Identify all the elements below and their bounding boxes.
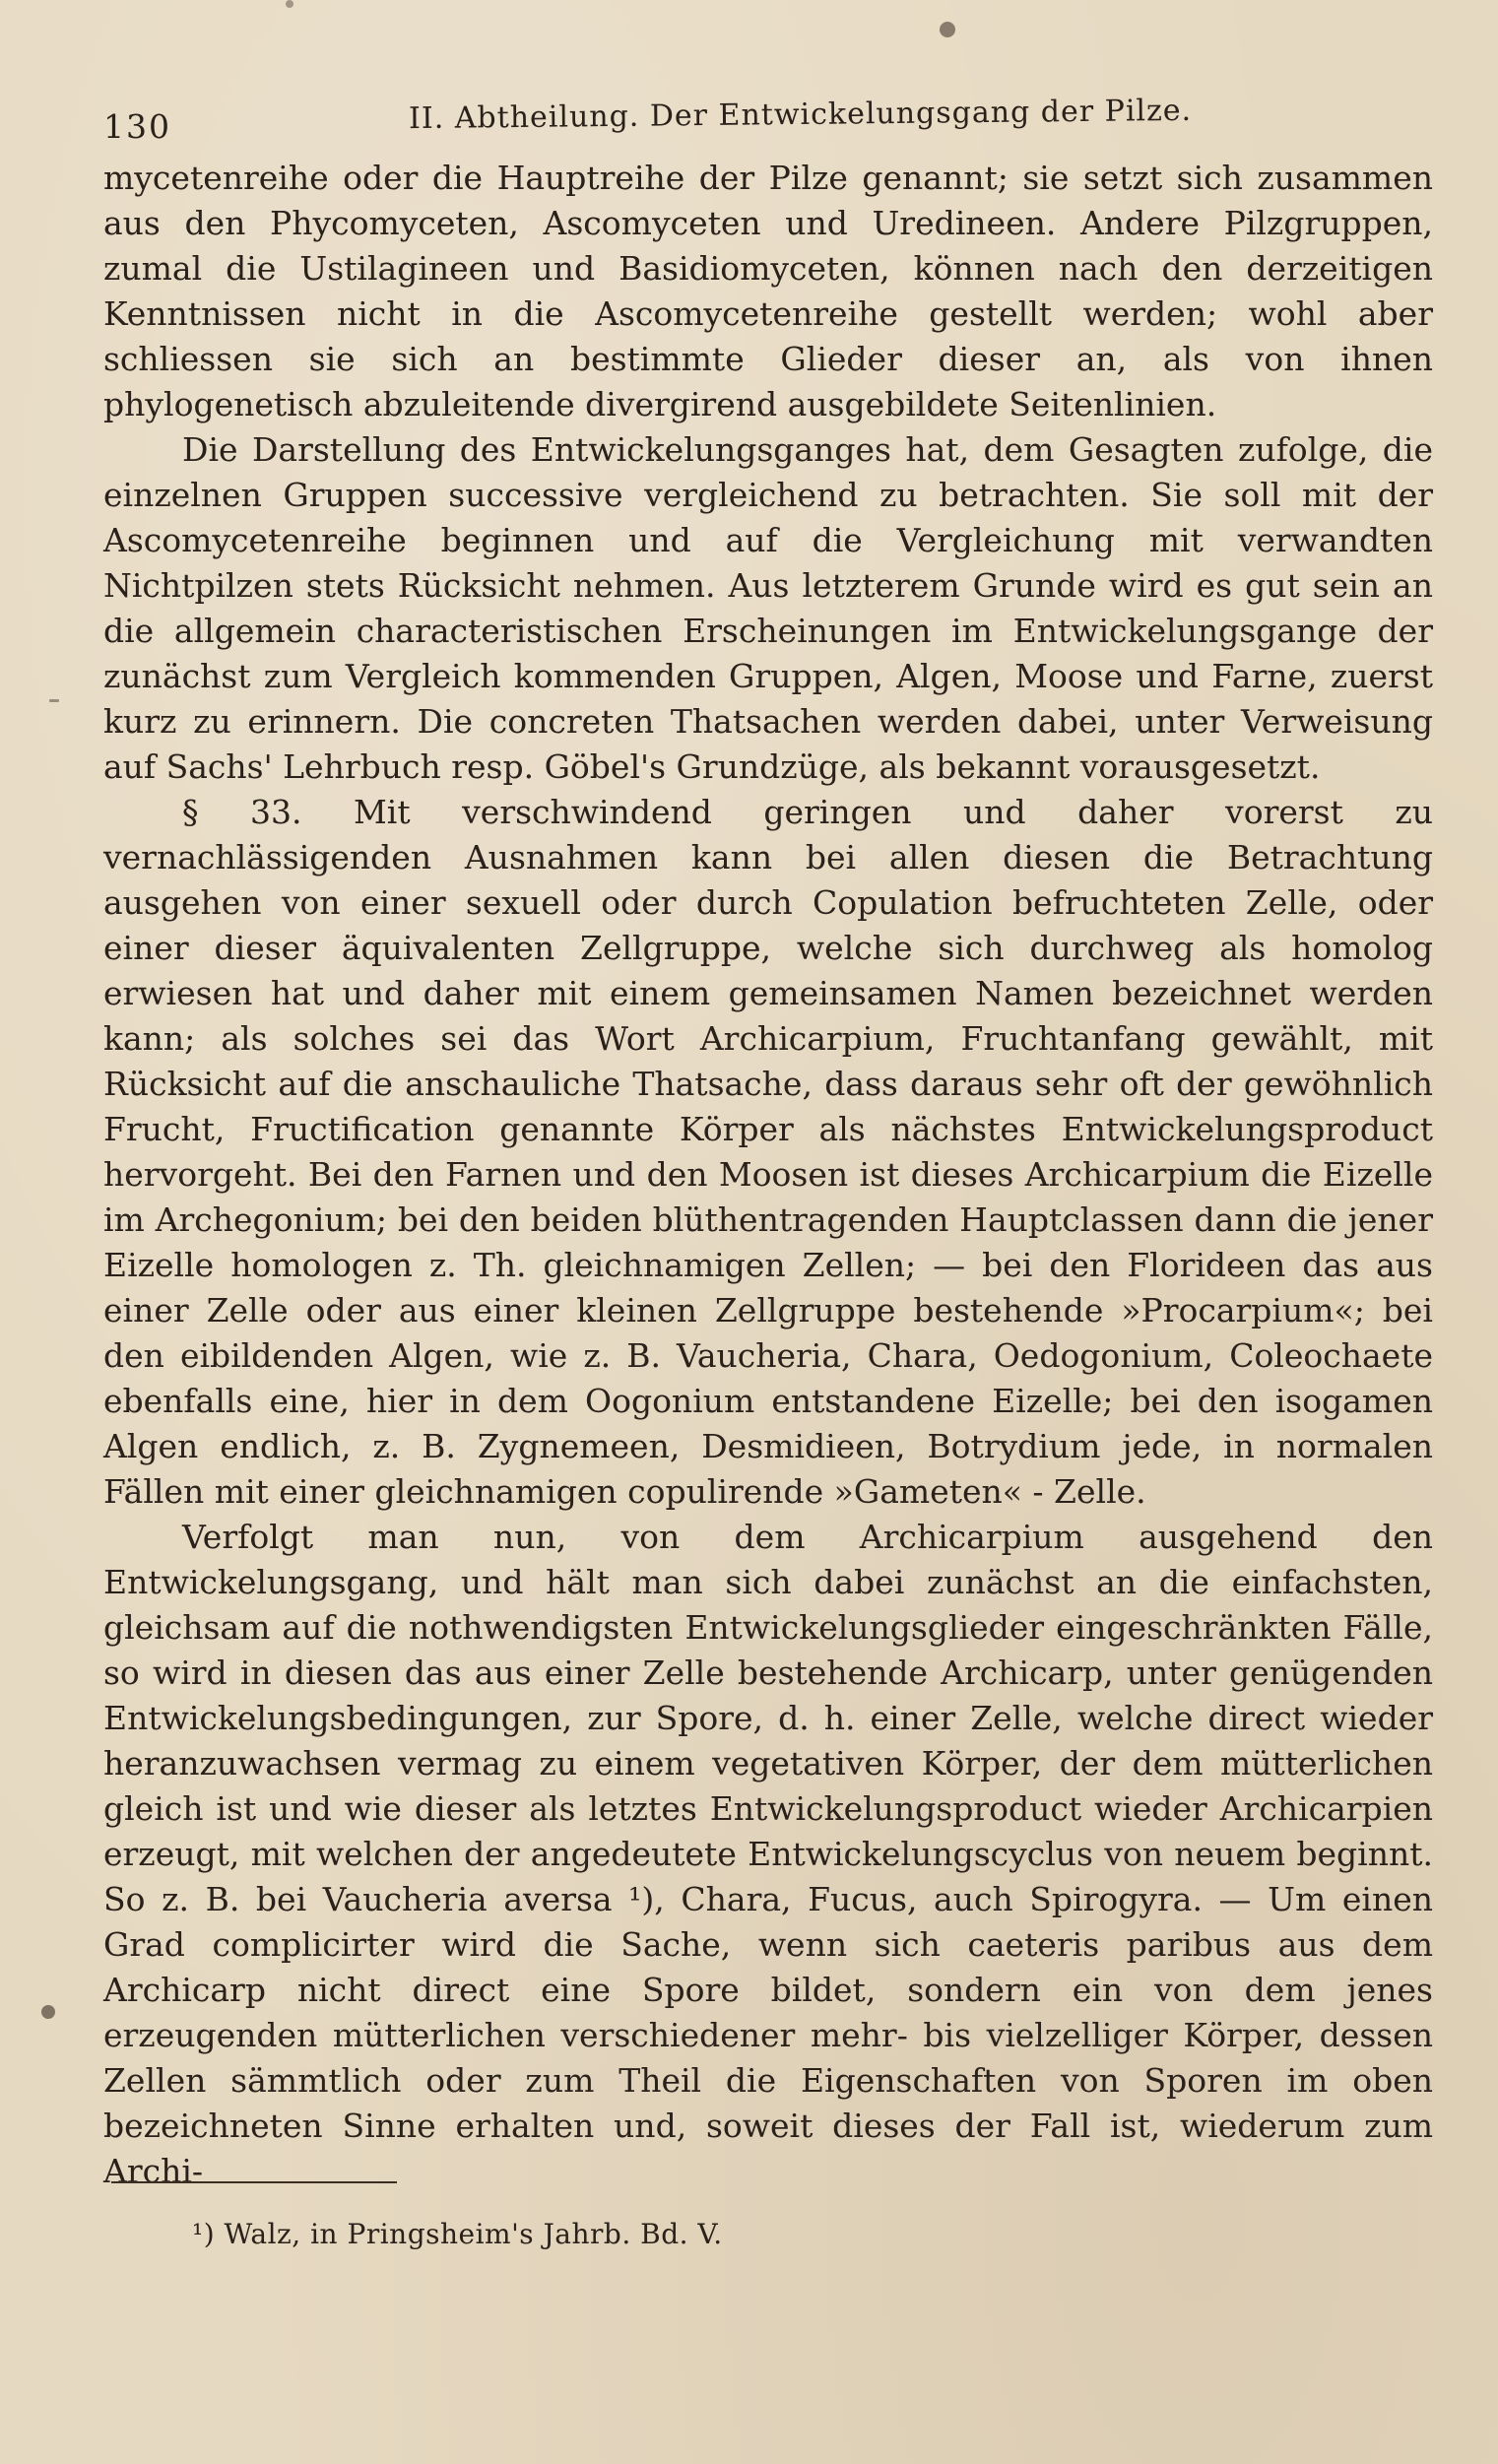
- running-head: II. Abtheilung. Der Entwickelungsgang der Pilze.: [408, 93, 1193, 137]
- paragraph-continuation: mycetenreihe oder die Hauptreihe der Pilze genannt; sie setzt sich zusammen aus den Phycomyceten, Ascomyceten und Uredineen. Andere Pilzgruppen, zumal die Ustilagineen und Basidiomyceten, können nach den derzeitigen Kenntnissen nicht in die Ascomycetenreihe gestellt werden; wohl aber schliessen sie sich an bestimmte Glieder dieser an, als von ihnen phylogenetisch abzuleitende divergirend ausgebildete Seitenlinien.: [103, 159, 1433, 423]
- footnote-rule: [111, 2181, 397, 2183]
- paragraph-verfolgt: Verfolgt man nun, von dem Archicarpium ausgehend den Entwickelungsgang, und hält man sich dabei zunächst an die einfachsten, gleichsam auf die nothwendigsten Entwickelungsglieder eingeschränkten Fälle, so wird in diesen das aus einer Zelle bestehende Archicarp, unter genügenden Entwickelungsbedingungen, zur Spore, d. h. einer Zelle, welche direct wieder heranzuwachsen vermag zu einem vegetativen Körper, der dem mütterlichen gleich ist und wie dieser als letztes Entwickelungsproduct wieder Archicarpien erzeugt, mit welchen der angedeutete Entwickelungscyclus von neuem beginnt. So z. B. bei Vaucheria aversa ¹), Chara, Fucus, auch Spirogyra. — Um einen Grad complicirter wird die Sache, wenn sich caeteris paribus aus dem Archicarp nicht direct eine Spore bildet, sondern ein von dem jenes erzeugenden mütterlichen verschiedener mehr- bis vielzelliger Körper, dessen Zellen sämmtlich oder zum Theil die Eigenschaften von Sporen im oben bezeichneten Sinne erhalten und, soweit dieses der Fall ist, wiederum zum Archi-: [103, 1518, 1433, 2190]
- page-number: 130: [103, 107, 171, 146]
- ink-speck: [940, 22, 955, 37]
- paragraph-section-33: § 33. Mit verschwindend geringen und daher vorerst zu vernachlässigenden Ausnahmen kann bei allen diesen die Betrachtung ausgehen von einer sexuell oder durch Copulation befruchteten Zelle, oder einer dieser äquivalenten Zellgruppe, welche sich durchweg als homolog erwiesen hat und daher mit einem gemeinsamen Namen bezeichnet werden kann; als solches sei das Wort Archicarpium, Fruchtanfang gewählt, mit Rücksicht auf die anschauliche Thatsache, dass daraus sehr oft der gewöhnlich Frucht, Fructification genannte Körper als nächstes Entwickelungsproduct hervorgeht. Bei den Farnen und den Moosen ist dieses Archicarpium die Eizelle im Archegonium; bei den beiden blüthentragenden Hauptclassen dann die jener Eizelle homologen z. Th. gleichnamigen Zellen; — bei den Florideen das aus einer Zelle oder aus einer kleinen Zellgruppe bestehende »Procarpium«; bei den eibildenden Algen, wie z. B. Vaucheria, Chara, Oedogonium, Coleochaete ebenfalls eine, hier in dem Oogonium entstandene Eizelle; bei den isogamen Algen endlich, z. B. Zygnemeen, Desmidieen, Botrydium jede, in normalen Fällen mit einer gleichnamigen copulirende »Gameten« - Zelle.: [103, 793, 1433, 1511]
- ink-speck: [49, 699, 59, 702]
- ink-speck: [41, 2005, 55, 2019]
- body-text: [103, 156, 1433, 2194]
- page-header: [103, 93, 1443, 146]
- paragraph-darstellung: Die Darstellung des Entwickelungsganges hat, dem Gesagten zufolge, die einzelnen Gruppen successive vergleichend zu betrachten. Sie soll mit der Ascomycetenreihe beginnen und auf die Vergleichung mit verwandten Nichtpilzen stets Rücksicht nehmen. Aus letzterem Grunde wird es gut sein an die allgemein characteristischen Erscheinungen im Entwickelungsgange der zunächst zum Vergleich kommenden Gruppen, Algen, Moose und Farne, zuerst kurz zu erinnern. Die concreten Thatsachen werden dabei, unter Verweisung auf Sachs' Lehrbuch resp. Göbel's Grundzüge, als bekannt vorausgesetzt.: [103, 430, 1433, 786]
- footnote: ¹) Walz, in Pringsheim's Jahrb. Bd. V.: [192, 2218, 723, 2250]
- ink-speck: [286, 0, 293, 8]
